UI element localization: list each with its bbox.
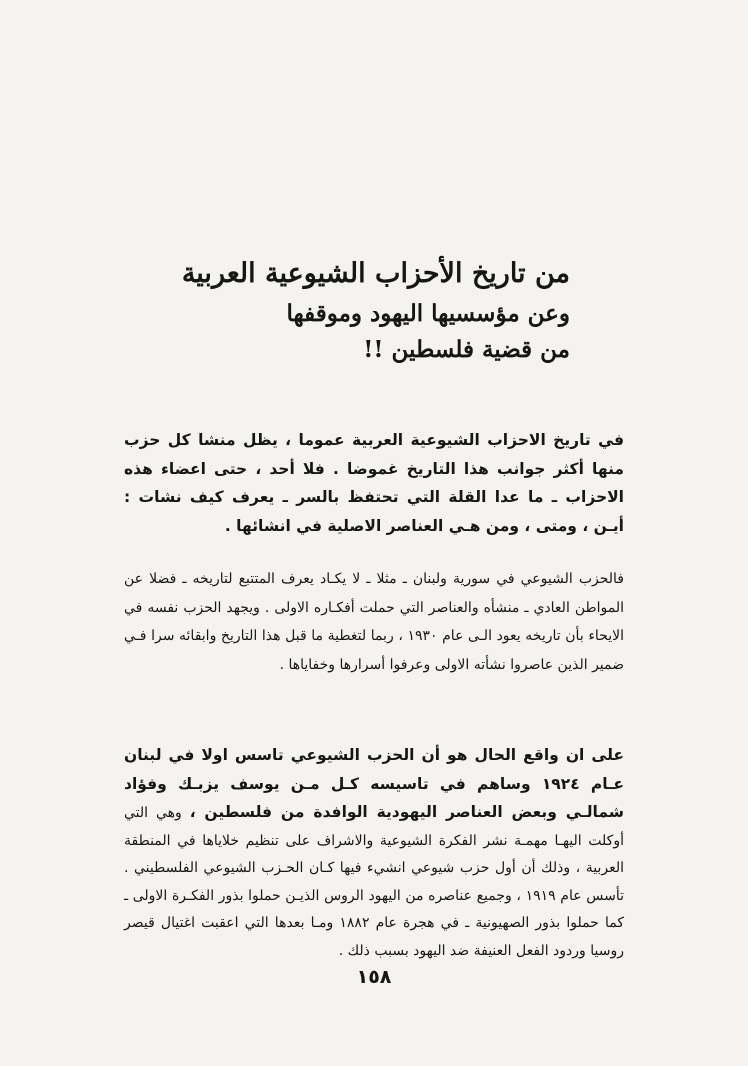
paragraph-3-body: وهي التي أوكلت اليهـا مهمـة نشر الفكرة الشيوعية والاشراف على تنظيم خلاياها في المنطقة العربية ، وذلك أن أول حزب شيوعي انشيء فيها كـان الحـزب الشيوعي الفلسطيني . تأسس عام ١٩١٩ ، وجميع عناصره من اليهود الروس الذيـن حملوا بذور الفكـرة الاولى ـ كما حملوا بذور الصهيونية ـ في هجرة عام ١٨٨٢ ومـا بعدها التي اعقبت اغتيال قيصر روسيا وردود الفعل العنيفة ضد اليهود بسبب ذلك .: [124, 805, 625, 959]
page-number: ١٥٨: [356, 966, 392, 988]
paragraph-1: في تاريخ الاحزاب الشيوعية العربية عموما ، يظل منشا كل حزب منها أكثر جوانب هذا التاريخ غموضا . فلا أحد ، حتى اعضاء هذه الاحزاب ـ ما عدا القلة التي تحتفظ بالسر ـ يعرف كيف نشات : أيـن ، ومتى ، ومن هـي العناصر الاصلية في انشائها .: [124, 431, 624, 535]
paragraph-3: [124, 742, 624, 965]
heading-line-3: من قضية فلسطين !!: [363, 336, 570, 363]
heading-line-2: وعن مؤسسيها اليهود وموقفها: [286, 300, 570, 327]
paragraph-3-lead: على ان واقع الحال هو أن الحزب الشيوعي تاسس اولا في لبنان عـام ١٩٢٤ وساهم في تاسيسه كـل مـن يوسف يزبـك وفؤاد شمالـي وبعض العناصر اليهودية الوافدة من فلسطين ،: [124, 746, 624, 821]
chapter-heading: [150, 252, 570, 368]
paragraph-2: فالحزب الشيوعي في سورية ولبنان ـ مثلا ـ لا يكـاد يعرف المتتبع لتاريخه ـ فضلا عن المواطن العادي ـ منشأه والعناصر التي حملت أفكـاره الاولى . ويجهد الحزب نفسه في الايحاء بأن تاريخه يعود الـى عام ١٩٣٠ ، ربما لتغطية ما قبل هذا التاريخ وابقائه سرا فـي ضمير الذين عاصروا نشأته الاولى وعرفوا أسرارها وخفاياها .: [124, 571, 624, 673]
heading-line-1: من تاريخ الأحزاب الشيوعية العربية: [181, 258, 570, 289]
